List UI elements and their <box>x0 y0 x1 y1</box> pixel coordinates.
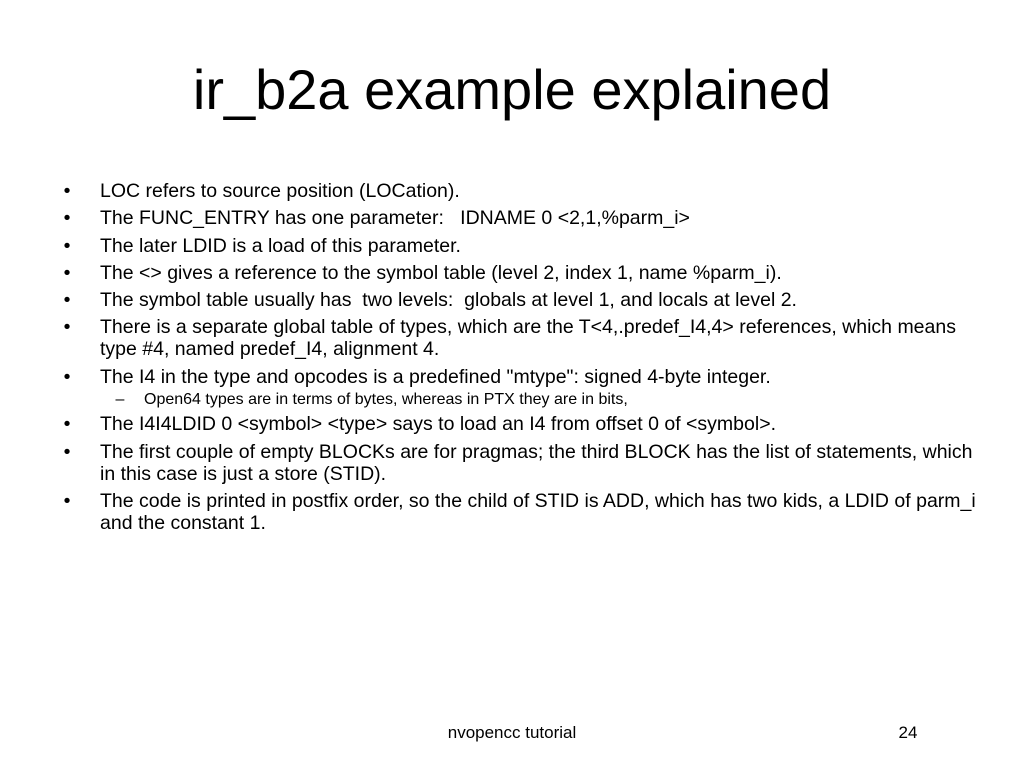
bullet-item <box>60 235 980 257</box>
bullet-text: The FUNC_ENTRY has one parameter: IDNAME 0 <2,1,%parm_i> <box>100 207 690 230</box>
bullet-marker: • <box>63 180 71 202</box>
bullet-item <box>60 289 980 311</box>
bullet-item <box>60 180 980 202</box>
footer-text: nvopencc tutorial <box>447 723 577 742</box>
bullet-marker: • <box>63 316 71 339</box>
bullet-item <box>60 262 980 284</box>
bullet-marker: • <box>63 207 71 230</box>
bullet-item <box>60 366 980 388</box>
bullet-item <box>60 413 980 435</box>
sub-bullet-marker: – <box>115 391 125 409</box>
bullet-marker: • <box>63 413 71 436</box>
bullet-marker: • <box>63 489 71 512</box>
bullet-text: LOC refers to source position (LOCation). <box>100 180 460 202</box>
bullet-text: The code is printed in postfix order, so the child of STID is ADD, which has two kids, a LDID of parm_i and the constant 1. <box>100 489 976 534</box>
bullet-marker: • <box>63 234 71 257</box>
bullet-list <box>60 180 980 539</box>
bullet-item <box>60 316 980 360</box>
sub-bullet-item <box>60 390 980 409</box>
bullet-item <box>60 441 980 485</box>
bullet-marker: • <box>63 365 71 388</box>
bullet-text: The <> gives a reference to the symbol table (level 2, index 1, name %parm_i). <box>100 261 782 284</box>
sub-bullet-text: Open64 types are in terms of bytes, whereas in PTX they are in bits, <box>144 391 628 409</box>
bullet-text: The symbol table usually has two levels: globals at level 1, and locals at level 2. <box>100 289 797 312</box>
bullet-marker: • <box>63 261 71 284</box>
bullet-text: The I4 in the type and opcodes is a predefined "mtype": signed 4-byte integer. <box>100 365 771 388</box>
bullet-text: The first couple of empty BLOCKs are for pragmas; the third BLOCK has the list of statements, which in this case is just a store (STID). <box>100 440 973 485</box>
bullet-item <box>60 490 980 534</box>
bullet-item <box>60 207 980 229</box>
bullet-marker: • <box>63 289 71 312</box>
page-number: 24 <box>898 723 918 742</box>
slide-title: ir_b2a example explained <box>192 58 832 121</box>
bullet-text: There is a separate global table of types, which are the T<4,.predef_I4,4> references, which means type #4, named predef_I4, alignment 4. <box>100 316 956 361</box>
bullet-text: The later LDID is a load of this parameter. <box>100 234 461 257</box>
bullet-marker: • <box>63 440 71 463</box>
bullet-text: The I4I4LDID 0 <symbol> <type> says to load an I4 from offset 0 of <symbol>. <box>100 413 777 436</box>
